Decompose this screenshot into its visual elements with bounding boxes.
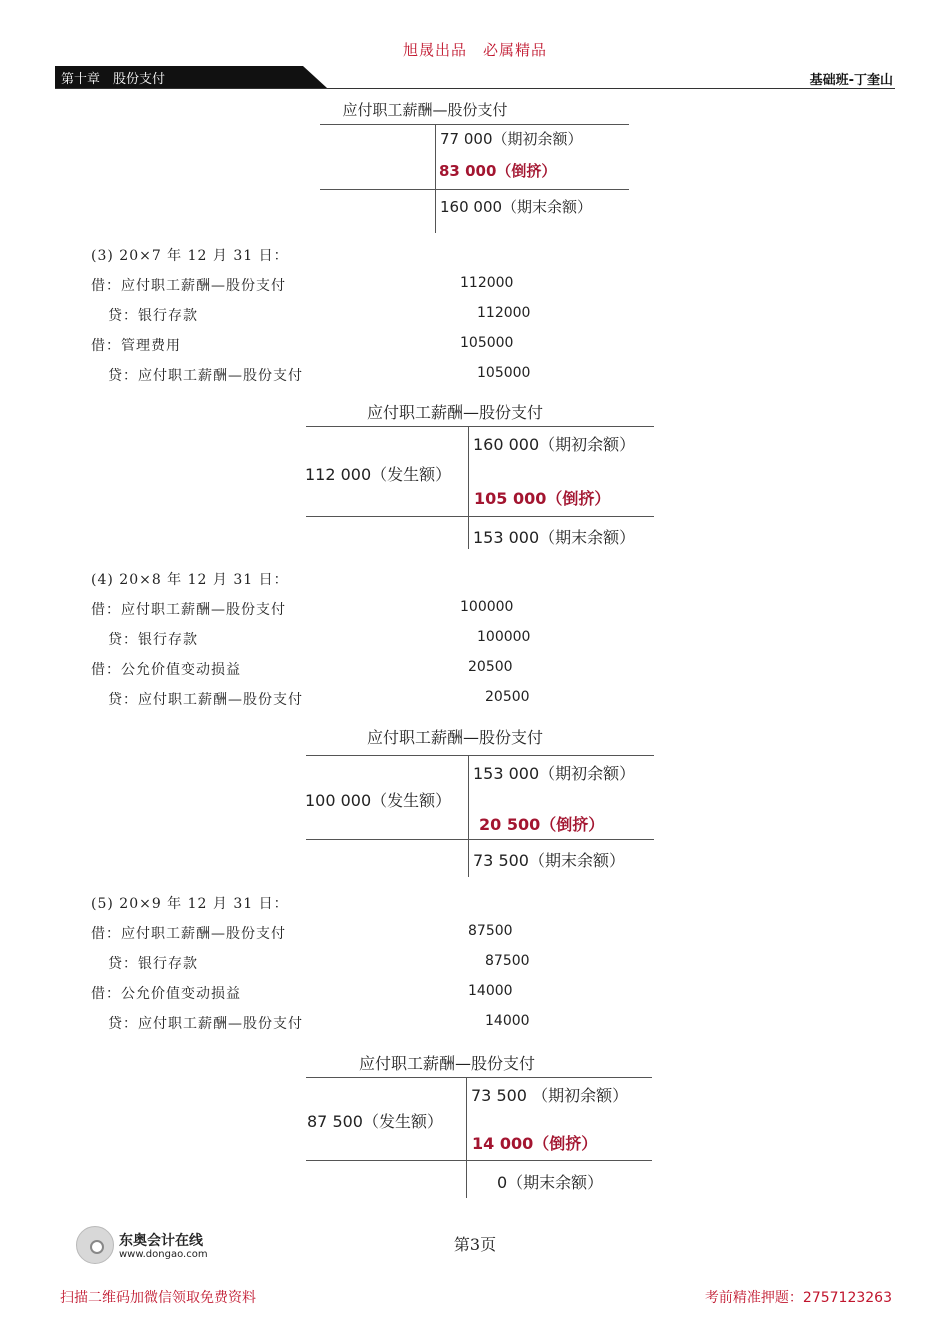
credit-opening: 77 000（期初余额） [440,130,583,148]
journal-amount: 105000 [477,365,531,381]
t-account-title: 应付职工薪酬—股份支付 [358,1054,535,1073]
logo-name: 东奥会计在线 [119,1233,203,1249]
t-account-divider [435,124,436,233]
credit-plug: 20 500（倒挤） [479,815,605,834]
credit-plug: 105 000（倒挤） [474,489,611,508]
credit-opening: 153 000（期初余额） [473,764,636,783]
journal-line: 贷：银行存款 [108,308,198,324]
journal-heading: (5) 20×9 年 12 月 31 日： [91,896,289,912]
journal-heading: (3) 20×7 年 12 月 31 日： [91,248,289,264]
credit-opening: 160 000（期初余额） [473,435,636,454]
credit-closing: 73 500（期末余额） [473,851,625,870]
journal-amount: 105000 [460,335,514,351]
journal-line: 借：应付职工薪酬—股份支付 [91,278,286,294]
t-account-title: 应付职工薪酬—股份支付 [342,101,508,119]
journal-line: 借：公允价值变动损益 [91,986,241,1002]
t-account-top-rule [306,426,654,427]
journal-line: 贷：银行存款 [108,956,198,972]
debit-amount: 87 500（发生额） [307,1112,443,1131]
journal-line: 借：公允价值变动损益 [91,662,241,678]
t-account-title: 应付职工薪酬—股份支付 [366,728,543,747]
t-account-balance-rule [306,516,654,517]
journal-amount: 87500 [468,923,513,939]
debit-amount: 112 000（发生额） [305,465,452,484]
journal-amount: 14000 [485,1013,530,1029]
header-rule [55,88,895,89]
credit-opening: 73 500 （期初余额） [471,1086,629,1105]
journal-line: 借：管理费用 [91,338,181,354]
logo-url: www.dongao.com [119,1249,208,1260]
journal-amount: 20500 [485,689,530,705]
journal-heading: (4) 20×8 年 12 月 31 日： [91,572,289,588]
t-account-top-rule [306,755,654,756]
chapter-title: 第十章 股份支付 [61,72,166,87]
t-account-divider [468,755,469,877]
t-account-divider [468,426,469,549]
journal-line: 贷：应付职工薪酬—股份支付 [108,368,303,384]
journal-amount: 87500 [485,953,530,969]
journal-line: 借：应付职工薪酬—股份支付 [91,926,286,942]
footer-right-note: 考前精准押题：2757123263 [704,1290,892,1306]
credit-closing: 160 000（期末余额） [440,198,593,216]
t-account-balance-rule [306,1160,652,1161]
credit-closing: 0（期末余额） [497,1173,604,1192]
t-account-top-rule [306,1077,652,1078]
credit-plug: 83 000（倒挤） [439,162,557,180]
journal-amount: 100000 [460,599,514,615]
journal-amount: 112000 [477,305,531,321]
journal-amount: 112000 [460,275,514,291]
journal-amount: 14000 [468,983,513,999]
course-label: 基础班-丁奎山 [809,73,893,88]
t-account-balance-rule [320,189,629,190]
debit-amount: 100 000（发生额） [305,791,452,810]
footer-left-note: 扫描二维码加微信领取免费资料 [60,1290,256,1306]
t-account-title: 应付职工薪酬—股份支付 [366,403,543,422]
journal-amount: 100000 [477,629,531,645]
credit-plug: 14 000（倒挤） [472,1134,598,1153]
t-account-divider [466,1077,467,1198]
journal-line: 贷：应付职工薪酬—股份支付 [108,1016,303,1032]
t-account-balance-rule [306,839,654,840]
t-account-top-rule [320,124,629,125]
journal-line: 借：应付职工薪酬—股份支付 [91,602,286,618]
top-banner: 旭晟出品 必属精品 [402,41,547,59]
credit-closing: 153 000（期末余额） [473,528,636,547]
journal-amount: 20500 [468,659,513,675]
journal-line: 贷：应付职工薪酬—股份支付 [108,692,303,708]
journal-line: 贷：银行存款 [108,632,198,648]
page-number: 第3页 [453,1235,497,1254]
